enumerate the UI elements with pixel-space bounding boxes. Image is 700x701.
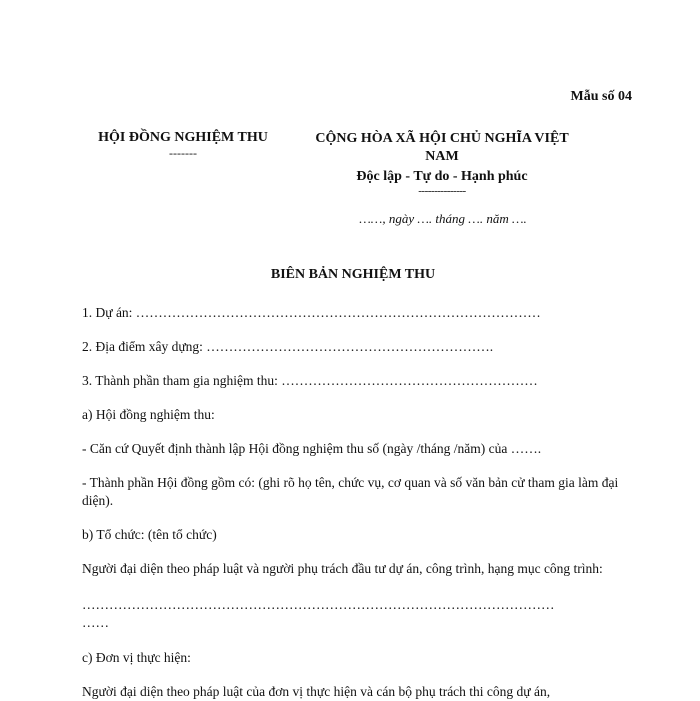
section-b-dots-line2: …… (82, 615, 109, 630)
date-line: ……, ngày …. tháng …. năm …. (359, 211, 527, 226)
left-header-rule: ------- (169, 146, 197, 160)
country-name-line1: CỘNG HÒA XÃ HỘI CHỦ NGHĨA VIỆT (315, 131, 569, 146)
section-c-heading: c) Đơn vị thực hiện: (82, 650, 191, 665)
form-number: Mẫu số 04 (570, 89, 632, 104)
section-a-members: - Thành phần Hội đồng gồm có: (ghi rõ họ tên, chức vụ, cơ quan và số văn bản cử tham gia làm đại diện). (82, 475, 619, 508)
project-line: 1. Dự án: ……………………………………………………………………………… (82, 305, 541, 320)
section-b-representative: Người đại diện theo pháp luật và người phụ trách đầu tư dự án, công trình, hạng mục công trình: (82, 561, 603, 576)
motto-rule: --------------- (418, 185, 466, 197)
section-c-representative: Người đại diện theo pháp luật của đơn vị thực hiện và cán bộ phụ trách thi công dự án, (82, 684, 551, 699)
country-name-line2: NAM (425, 149, 459, 164)
location-line: 2. Địa điểm xây dựng: ………………………………………………………. (82, 339, 494, 354)
section-a-decision: - Căn cứ Quyết định thành lập Hội đồng nghiệm thu số (ngày /tháng /năm) của ……. (82, 441, 542, 456)
section-a-heading: a) Hội đồng nghiệm thu: (82, 407, 215, 422)
left-header (78, 130, 288, 160)
participants-line: 3. Thành phần tham gia nghiệm thu: ………………………………………………… (82, 373, 538, 388)
document-title: BIÊN BẢN NGHIỆM THU (270, 267, 436, 282)
issuing-council: HỘI ĐỒNG NGHIỆM THU (98, 130, 268, 145)
section-b-dots-line1: …………………………………………………………………………………………… (82, 597, 555, 612)
section-b-heading: b) Tổ chức: (tên tổ chức) (82, 527, 217, 542)
national-header (296, 130, 588, 196)
national-motto: Độc lập - Tự do - Hạnh phúc (356, 169, 528, 184)
